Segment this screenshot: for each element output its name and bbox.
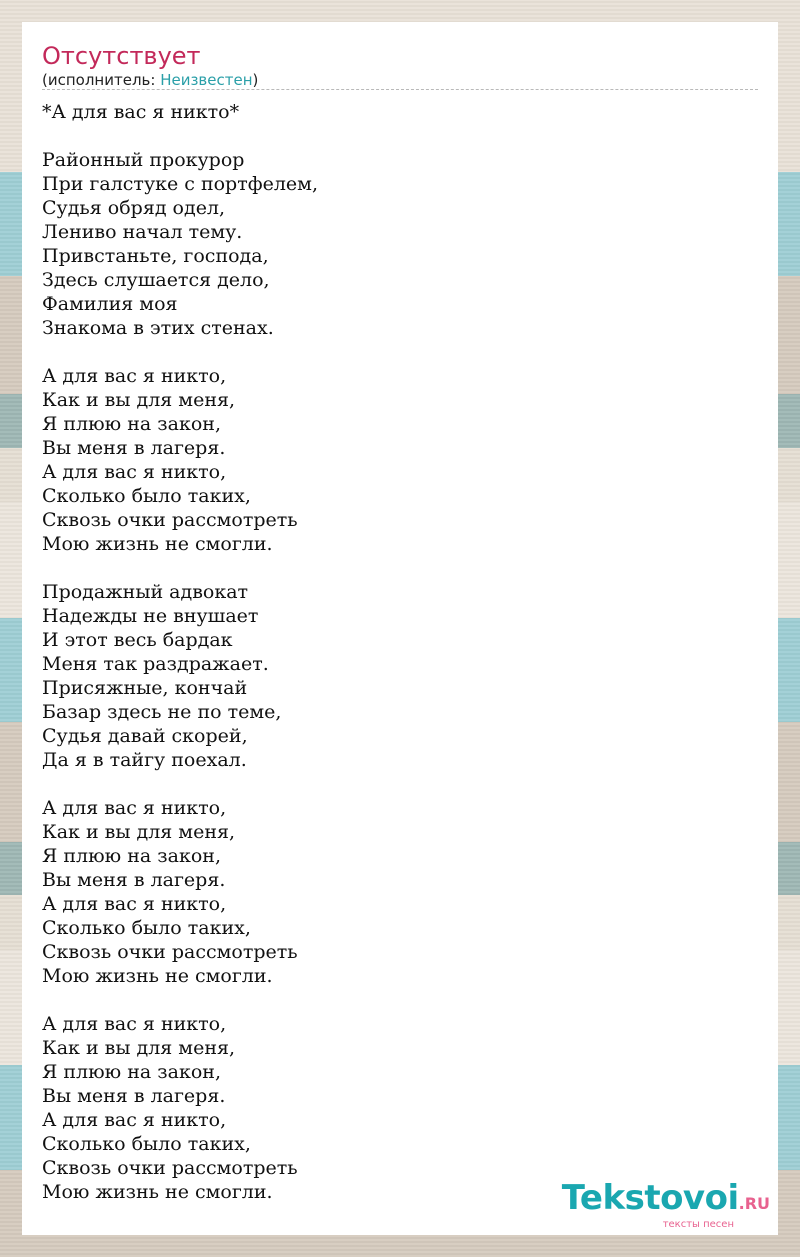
- lyrics-card: [22, 22, 778, 1235]
- artist-suffix: ): [252, 71, 259, 89]
- song-title: Отсутствует: [42, 42, 201, 70]
- artist-link[interactable]: Неизвестен: [160, 71, 253, 89]
- logo-wordmark: [561, 1178, 770, 1221]
- artist-prefix: (исполнитель:: [42, 71, 161, 89]
- logo-tagline: тексты песен: [662, 1219, 734, 1230]
- lyrics-text: *А для вас я никто* Районный прокурор При галстуке с портфелем, Судья обряд одел, Лениво начал тему. Привстаньте, господа, Здесь слушается дело, Фамилия моя Знакома в этих стенах. А для вас я никто, Как и вы для меня, Я плюю на закон, Вы меня в лагеря. А для вас я никто, Сколько было таких, Сквозь очки рассмотреть Мою жизнь не смогли. Продажный адвокат Надежды не внушает И этот весь бардак Меня так раздражает. Присяжные, кончай Базар здесь не по теме, Судья давай скорей, Да я в тайгу поехал. А для вас я никто, Как и вы для меня, Я плюю на закон, Вы меня в лагеря. А для вас я никто, Сколько было таких, Сквозь очки рассмотреть Мою жизнь не смогли. А для вас я никто, Как и вы для меня, Я плюю на закон, Вы меня в лагеря. А для вас я никто, Сколько было таких, Сквозь очки рассмотреть Мою жизнь не смогли.: [42, 101, 318, 1203]
- logo-tld: .RU: [738, 1194, 770, 1213]
- artist-line: [42, 70, 258, 90]
- site-logo[interactable]: [561, 1178, 770, 1231]
- header-divider: [42, 89, 758, 90]
- logo-name: Tekstovoi: [561, 1178, 739, 1218]
